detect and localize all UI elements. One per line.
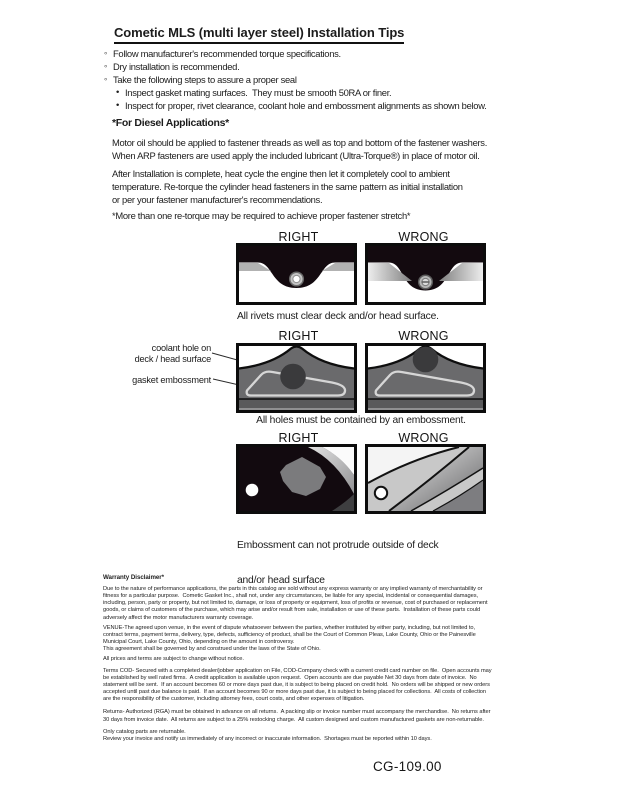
fig3-caption-line2: and/or head surface xyxy=(237,574,325,586)
sub-bullet-icon: • xyxy=(116,100,120,111)
text-line: including, person, party or property, but not limited to, damage, or loss of property or equipment, loss of profits or revenue, cost of purchased or replacement xyxy=(103,600,488,607)
warranty-heading: Warranty Disclaimer* xyxy=(103,574,165,581)
list-item xyxy=(116,99,486,112)
text-line: When ARP fasteners are used apply the included lubricant (Ultra-Torque®) in place of motor oil. xyxy=(112,150,480,161)
text-line: Municipal Court, Lake County, Ohio, depending on the amount in controversy. xyxy=(103,639,295,646)
fig1-right-diagram xyxy=(236,243,357,305)
warranty-paragraph-catalog xyxy=(103,729,517,743)
fig3-right-label: RIGHT xyxy=(278,431,319,445)
fig1-wrong-label: WRONG xyxy=(398,230,449,244)
fig2-right-diagram xyxy=(236,343,357,413)
list-item xyxy=(116,86,486,99)
text-line: This agreement shall be governed by and construed under the laws of the State of Ohio. xyxy=(103,646,321,653)
list-item-text: Inspect gasket mating surfaces. They must be smooth 50RA or finer. xyxy=(125,87,392,98)
warranty-paragraph-1 xyxy=(103,586,517,622)
diesel-heading: *For Diesel Applications* xyxy=(112,117,229,129)
fig1-labels xyxy=(236,230,486,244)
page-title: Cometic MLS (multi layer steel) Installation Tips xyxy=(114,25,404,44)
text-line: All prices and terms are subject to change without notice. xyxy=(103,656,244,663)
coolant-hole-annotation-line1: coolant hole on xyxy=(151,343,211,353)
retorque-note: *More than one re-torque may be required to achieve proper fastener stretch* xyxy=(112,210,411,221)
fig3-wrong-diagram xyxy=(365,444,486,514)
sub-bullet-icon: • xyxy=(116,87,120,98)
gasket-embossment-annotation: gasket embossment xyxy=(132,375,211,385)
text-line: are the responsibility of the customer, including attorney fees, court costs, and other expenses of litigation. xyxy=(103,696,365,703)
list-item-text: Follow manufacturer's recommended torque specifications. xyxy=(113,48,341,59)
text-line: accepted until past due balance is paid. If an account becomes 90 or more days past due, it is subject to being placed for collections. All costs of collection xyxy=(103,689,487,696)
coolant-hole-icon xyxy=(413,347,439,373)
text-line: VENUE-The agreed upon venue, in the event of dispute whatsoever between the parties, whether instituted by either party, including, but not limited to, xyxy=(103,624,476,631)
fig1-right-label: RIGHT xyxy=(278,230,319,244)
fig3-panels xyxy=(236,444,486,514)
fig2-panels xyxy=(236,343,486,413)
fig2-wrong-diagram xyxy=(365,343,486,413)
text-line: statement will be sent. If an account becomes 60 or more days past due, it is subject to being placed on credit hold. No orders will be shipped or new orders xyxy=(103,681,490,688)
warranty-paragraph-terms xyxy=(103,668,517,704)
page-title-wrap xyxy=(114,24,404,42)
page-code: CG-109.00 xyxy=(373,759,442,774)
fig1-panels xyxy=(236,243,486,305)
text-line: Returns- Authorized (RGA) must be obtained in advance on all returns. A packing slip or invoice number must accompany the merchandise. No returns after xyxy=(103,709,491,716)
installation-tips-list xyxy=(104,47,486,112)
text-line: goods, or claims of customers of the purchase, which may arise and/or result from sale, installation or use of these parts. Installation of these parts could xyxy=(103,607,481,614)
text-line: Only catalog parts are returnable. xyxy=(103,728,186,735)
text-line: be established by well rated firms. A credit application is available upon request. Open accounts are due payable Net 30 days from date of invoice. No xyxy=(103,674,477,681)
list-item-text: Take the following steps to assure a proper seal xyxy=(113,74,297,85)
warranty-paragraph-venue xyxy=(103,625,517,654)
fig3-wrong-label: WRONG xyxy=(398,431,449,445)
bullet-icon: ◦ xyxy=(104,74,108,85)
text-line: Due to the nature of performance applications, the parts in this catalog are sold without any express warranty or any implied warranty of merchantability or xyxy=(103,586,483,592)
list-item xyxy=(104,47,486,60)
fig3-right-diagram xyxy=(236,444,357,514)
text-line: adversely affect the motor manufacturers warranty coverage. xyxy=(103,614,254,621)
text-line: temperature. Re-torque the cylinder head fasteners in the same pattern as initial installation xyxy=(112,181,463,192)
bolt-hole-icon xyxy=(375,487,387,499)
text-line: After Installation is complete, heat cycle the engine then let it completely cool to ambient xyxy=(112,168,450,179)
bolt-hole-icon xyxy=(246,484,259,497)
bullet-icon: ◦ xyxy=(104,48,108,59)
text-line: Review your invoice and notify us immediately of any incorrect or inaccurate information. Shortages must be reported within 10 days. xyxy=(103,735,432,742)
warranty-paragraph-returns xyxy=(103,709,517,723)
text-line: or per your fastener manufacturer's recommendations. xyxy=(112,194,323,205)
fig3-labels xyxy=(236,431,486,445)
coolant-hole-icon xyxy=(280,364,306,390)
fig2-caption: All holes must be contained by an embossment. xyxy=(256,415,466,426)
list-item xyxy=(104,60,486,73)
text-line: 30 days from invoice date. All returns are subject to a 25% restocking charge. All custom designed and custom manufactured gaskets are non-returnable. xyxy=(103,716,484,723)
fig2-right-label: RIGHT xyxy=(278,329,319,343)
list-item-text: Inspect for proper, rivet clearance, coolant hole and embossment alignments as shown below. xyxy=(125,100,487,111)
text-line: fitness for a particular purpose. Cometic Gasket Inc., shall not, under any circumstances, be liable for any special, incidental or consequential damages, xyxy=(103,593,479,600)
coolant-hole-annotation-line2: deck / head surface xyxy=(134,354,211,364)
diesel-paragraph-1 xyxy=(112,136,487,162)
fig2-wrong-label: WRONG xyxy=(398,329,449,343)
list-item xyxy=(104,73,486,86)
diesel-paragraph-2 xyxy=(112,167,463,206)
fig3-caption-line1: Embossment can not protrude outside of deck xyxy=(237,540,439,551)
fig1-caption: All rivets must clear deck and/or head surface. xyxy=(237,311,439,322)
bullet-icon: ◦ xyxy=(104,61,108,72)
text-line: Motor oil should be applied to fastener threads as well as top and bottom of the fastener washers. xyxy=(112,137,488,148)
list-item-text: Dry installation is recommended. xyxy=(113,61,240,72)
fig2-labels xyxy=(236,329,486,343)
text-line: Terms COD- Secured with a completed dealer/jobber application on File, COD-Company check with a current credit card number on file. Open accounts may xyxy=(103,667,492,674)
warranty-disclaimer xyxy=(103,574,517,746)
warranty-paragraph-prices xyxy=(103,656,517,663)
fig1-wrong-diagram xyxy=(365,243,486,305)
text-line: contract terms, payment terms, delivery, type, defects, sufficiency of product, shall be the Court of Common Pleas, Lake County, Ohio or the Painesville xyxy=(103,631,476,638)
